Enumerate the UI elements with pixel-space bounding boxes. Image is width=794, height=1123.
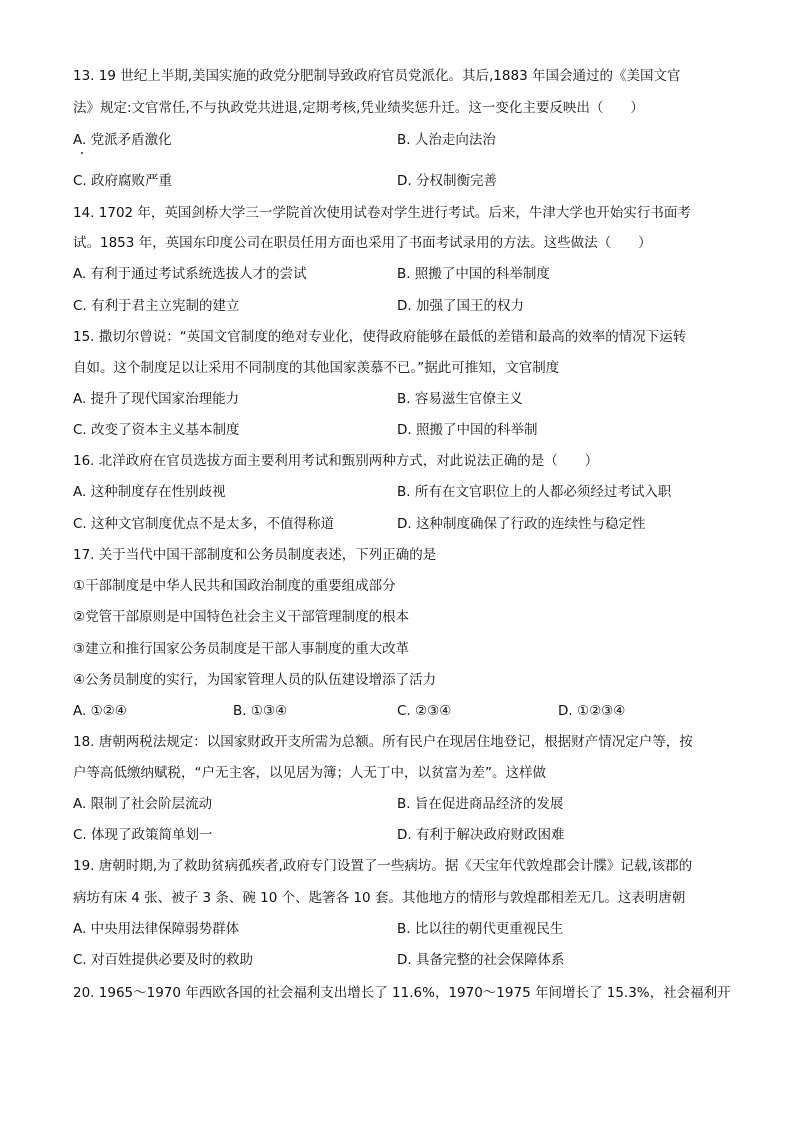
question-17-statement-3: ③建立和推行国家公务员制度是干部人事制度的重大改革 [73, 641, 410, 657]
question-14-option-d: D. 加强了国王的权力 [397, 298, 524, 314]
question-16-line-1: 16. 北洋政府在官员选拔方面主要利用考试和甄别两种方式，对此说法正确的是（ ） [73, 453, 599, 469]
question-20-line-1: 20. 1965～1970 年西欧各国的社会福利支出增长了 11.6%，1970～1975 年间增长了 15.3%，社会福利开 [73, 985, 731, 1001]
question-18-option-c: C. 体现了政策简单划一 [73, 827, 213, 843]
question-19-line-2: 病坊有床 4 张、被子 3 条、碗 10 个、匙箸各 10 套。其他地方的情形与敦煌郡相差无几。这表明唐朝 [73, 890, 686, 906]
question-19-option-b: B. 比以往的朝代更重视民生 [397, 921, 564, 937]
question-17-option-c: C. ②③④ [397, 703, 452, 719]
question-16-option-a: A. 这种制度存在性别歧视 [73, 484, 226, 500]
question-18-option-b: B. 旨在促进商品经济的发展 [397, 796, 564, 812]
question-18-line-2: 户等高低缴纳赋税，“户无主客，以见居为簿；人无丁中，以贫富为差”。这样做 [73, 765, 546, 781]
question-16-option-d: D. 这种制度确保了行政的连续性与稳定性 [397, 516, 646, 532]
question-15-line-2: 自如。这个制度足以让采用不同制度的其他国家羡慕不已。”据此可推知，文官制度 [73, 360, 560, 376]
question-17-statement-1: ①干部制度是中华人民共和国政治制度的重要组成部分 [73, 578, 396, 594]
question-17-line-1: 17. 关于当代中国干部制度和公务员制度表述，下列正确的是 [73, 547, 437, 563]
question-13-option-b: B. 人治走向法治 [397, 132, 496, 148]
question-19-option-a: A. 中央用法律保障弱势群体 [73, 921, 240, 937]
question-16-option-c: C. 这种文官制度优点不是太多，不值得称道 [73, 516, 335, 532]
question-16-option-b: B. 所有在文官职位上的人都必须经过考试入职 [397, 484, 672, 500]
question-19-option-c: C. 对百姓提供必要及时的救助 [73, 952, 254, 968]
question-15-option-b: B. 容易滋生官僚主义 [397, 391, 523, 407]
question-15-line-1: 15. 撒切尔曾说：“英国文官制度的绝对专业化，使得政府能够在最低的差错和最高的效率的情况下运转 [73, 329, 687, 345]
question-17-statement-2: ②党管干部原则是中国特色社会主义干部管理制度的根本 [73, 609, 410, 625]
question-13-line-1: 13. 19 世纪上半期,美国实施的政党分肥制导致政府官员党派化。其后,1883 年国会通过的《美国文官 [73, 68, 681, 84]
question-17-option-b: B. ①③④ [233, 703, 288, 719]
question-15-option-c: C. 改变了资本主义基本制度 [73, 422, 240, 438]
question-13-line-2: 法》规定:文官常任,不与执政党共进退,定期考核,凭业绩奖惩升迁。这一变化主要反映出（ ） [73, 100, 644, 116]
question-15-option-d: D. 照搬了中国的科举制 [397, 422, 538, 438]
question-19-line-1: 19. 唐朝时期,为了救助贫病孤疾者,政府专门设置了一些病坊。据《天宝年代敦煌郡会计牒》记载,该郡的 [73, 858, 693, 874]
stray-dot [81, 152, 83, 154]
question-13-option-a: A. 党派矛盾激化 [73, 132, 172, 148]
question-17-statement-4: ④公务员制度的实行，为国家管理人员的队伍建设增添了活力 [73, 672, 437, 688]
question-15-option-a: A. 提升了现代国家治理能力 [73, 391, 240, 407]
question-19-option-d: D. 具备完整的社会保障体系 [397, 952, 565, 968]
question-14-option-b: B. 照搬了中国的科举制度 [397, 266, 550, 282]
question-13-option-d: D. 分权制衡完善 [397, 173, 497, 189]
question-18-option-a: A. 限制了社会阶层流动 [73, 796, 213, 812]
question-14-option-c: C. 有利于君主立宪制的建立 [73, 298, 240, 314]
question-17-option-d: D. ①②③④ [558, 703, 626, 719]
question-14-line-2: 试。1853 年，英国东印度公司在职员任用方面也采用了书面考试录用的方法。这些做法（ ） [73, 235, 652, 251]
question-18-option-d: D. 有利于解决政府财政困难 [397, 827, 565, 843]
question-17-option-a: A. ①②④ [73, 703, 127, 719]
question-13-option-c: C. 政府腐败严重 [73, 173, 173, 189]
question-14-line-1: 14. 1702 年，英国剑桥大学三一学院首次使用试卷对学生进行考试。后来，牛津大学也开始实行书面考 [73, 205, 691, 221]
question-18-line-1: 18. 唐朝两税法规定：以国家财政开支所需为总额。所有民户在现居住地登记，根据财产情况定户等，按 [73, 734, 693, 750]
question-14-option-a: A. 有利于通过考试系统选拔人才的尝试 [73, 266, 307, 282]
